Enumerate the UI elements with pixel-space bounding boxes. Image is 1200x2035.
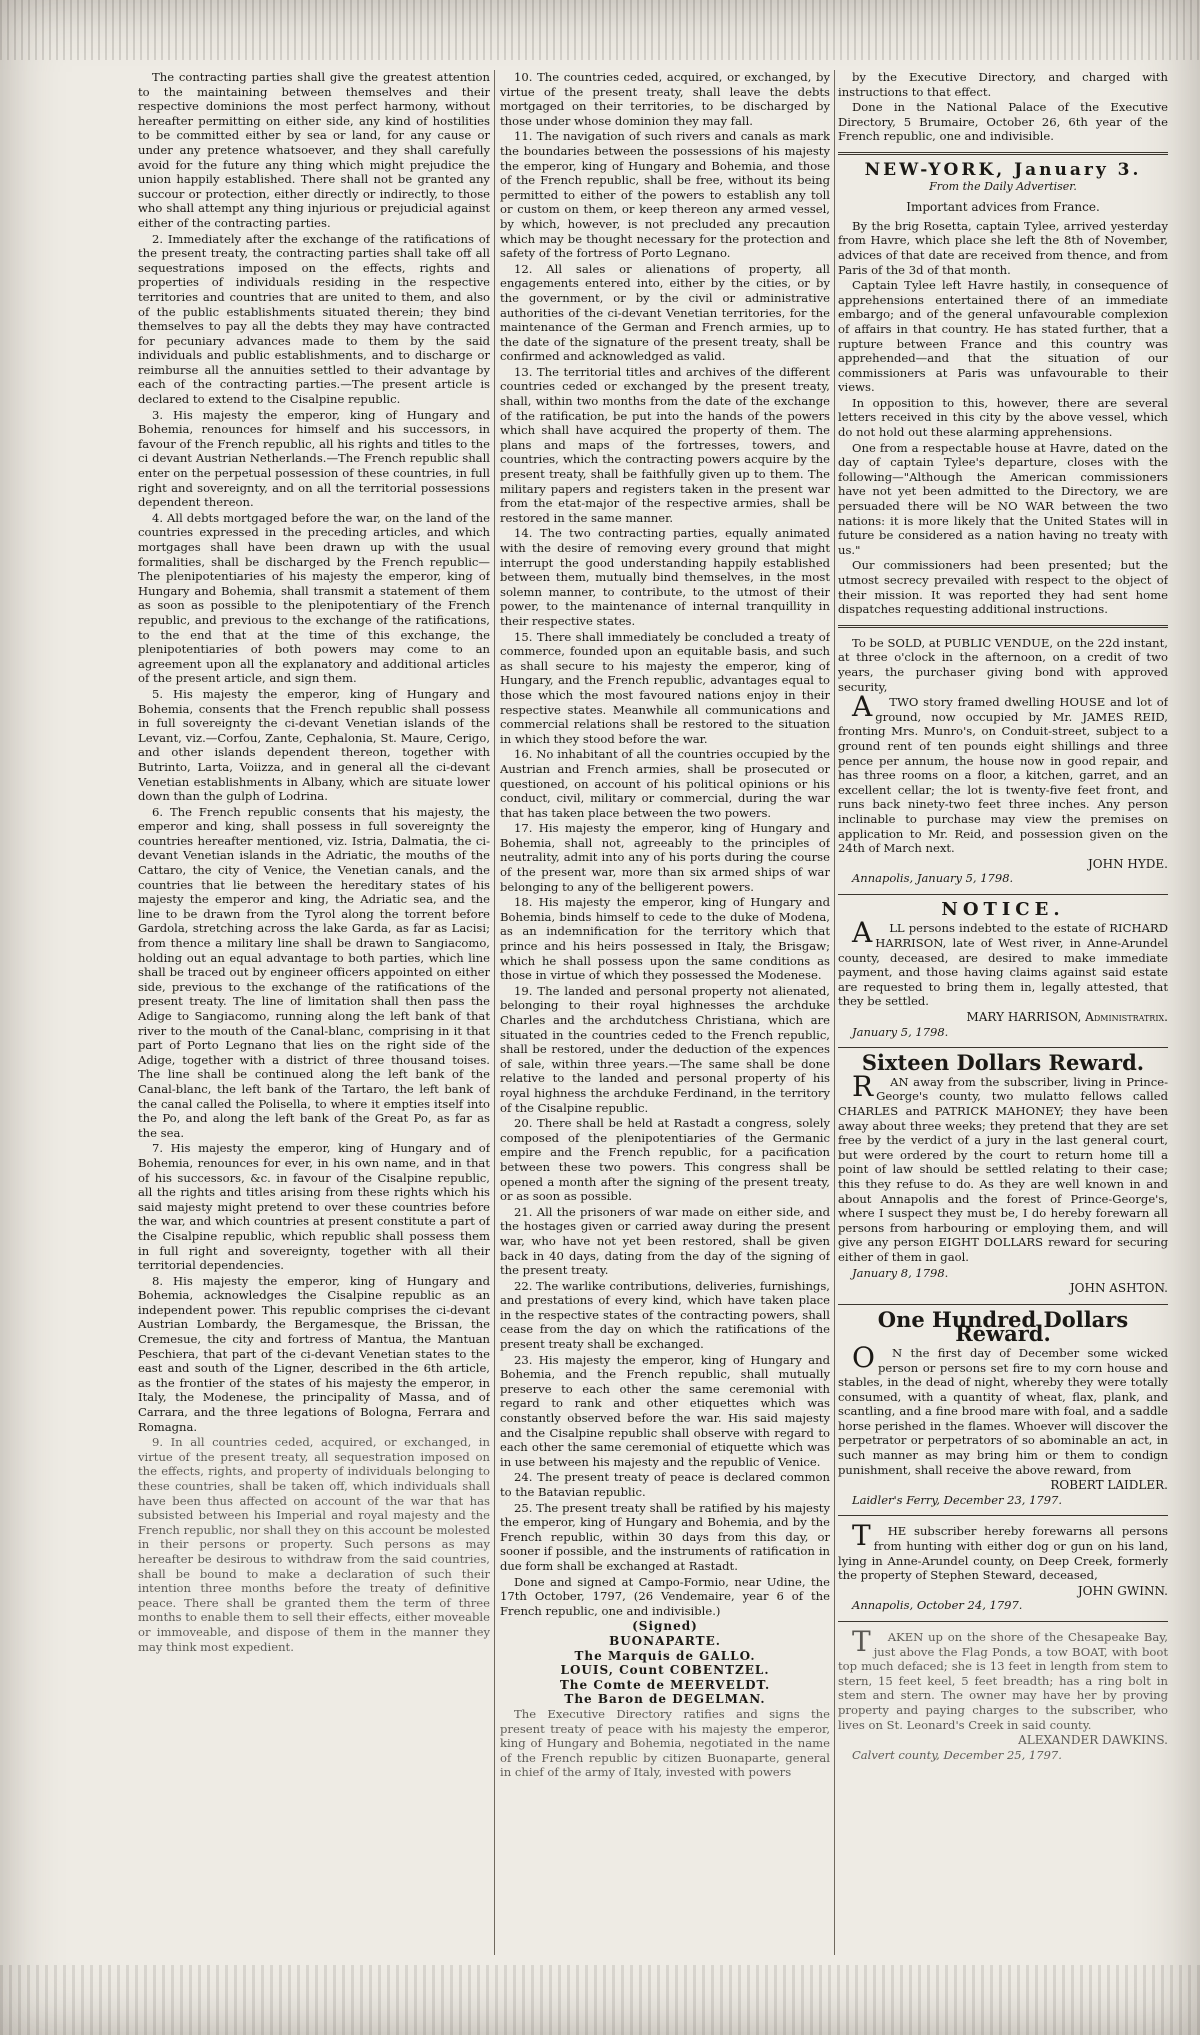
article-paragraph: 11. The navigation of such rivers and canals as mark the boundaries between the possessions of his majesty the emperor, king of Hungary and Bohemia, and those of the French republic, shall be free, without its being permitted to either of the powers to establish any toll or custom on them, or keep thereon any armed vessel, by which, however, is not precluded any precaution which may be thought necessary for the protection and safety of the fortress of Porto Legnano. bbox=[500, 129, 830, 261]
news-source: From the Daily Advertiser. bbox=[929, 179, 1077, 193]
ad-taken-up bbox=[838, 1625, 1168, 1762]
section-divider bbox=[838, 894, 1168, 895]
column-2 bbox=[500, 70, 830, 1955]
news-paragraph: Our commissioners had been presented; but the utmost secrecy prevailed with respect to the object of their mission. It was reported they had sent home dispatches requesting additional instructions. bbox=[838, 558, 1168, 617]
article-paragraph: 6. The French republic consents that his majesty, the emperor and king, shall possess in full sovereignty the countries hereafter mentioned, viz. Istria, Dalmatia, the ci-devant Venetian islands in the Adriatic, the mouths of the Cattaro, the city of Venice, the Venetian canals, and the countries that lie between the hereditary states of his majesty the emperor and king, the Adriatic sea, and the line to be drawn from the Tyrol along the torrent before Gardola, stretching across the lake Garda, as far as Lacisi; from thence a military line shall be drawn to Sangiacomo, holding out an equal advantage to both parties, which line shall be traced out by engineer officers appointed on either side, previous to the exchange of the ratifications of the present treaty. The line of limitation shall then pass the Adige to Sangiacomo, running along the left bank of that river to the mouth of the Canal-blanc, comprising in it that part of Porto Legnano that lies on the right side of the Adige, together with a district of three thousand toises. The line shall be continued along the left bank of the Canal-blanc, the left bank of the Tartaro, the left bank of the canal called the Polisella, to where it empties itself into the Po, and along the left bank of the Great Po, as far as the sea. bbox=[138, 804, 490, 1140]
ad-sixteen-dollars bbox=[838, 1050, 1168, 1296]
ad-signer: ROBERT LAIDLER. bbox=[1050, 1478, 1168, 1493]
article-paragraph: 8. His majesty the emperor, king of Hungary and Bohemia, acknowledges the Cisalpine republic as an independent power. This republic comprises the ci-devant Austrian Lombardy, the Bergamesque, the Brissan, the Cremesue, the city and fortress of Mantua, the Mantuan Peschiera, that part of the ci-devant Venetian states to the east and south of the Ligner, described in the 6th article, as the frontier of the states of his majesty the emperor, in Italy, the Modenese, the principality of Massa, and of Carrara, and the three legations of Bologna, Ferrara and Romagna. bbox=[138, 1273, 490, 1434]
news-paragraph: In opposition to this, however, there are several letters received in this city by the above vessel, which do not hold out these alarming apprehensions. bbox=[838, 395, 1168, 440]
ad-date: January 5, 1798. bbox=[852, 1024, 949, 1039]
torn-top-edge bbox=[0, 0, 1200, 60]
article-paragraph: 22. The warlike contributions, deliveries, furnishings, and prestations of every kind, which have taken place in the respective states of the contracting powers, shall cease from the day on which the ratifications of the present treaty shall be exchanged. bbox=[500, 1278, 830, 1352]
article-paragraph: 23. His majesty the emperor, king of Hungary and Bohemia, and the French republic, shall mutually preserve to each other the same ceremonial with regard to rank and other etiquettes which was constantly observed before the war. His said majesty and the Cisalpine republic shall observe with regard to each other the same ceremonial of etiquette which was in use between his majesty and the republic of Venice. bbox=[500, 1352, 830, 1469]
column-rule bbox=[834, 70, 835, 1955]
section-divider bbox=[838, 1047, 1168, 1048]
ad-hundred-dollars bbox=[838, 1306, 1168, 1508]
news-headline: Important advices from France. bbox=[906, 200, 1100, 215]
ad-body: RAN away from the subscriber, living in Prince-George's county, two mulatto fellows called CHARLES and PATRICK MAHONEY; they have been away about three weeks; they pretend that they are set free by the verdict of a jury in the last general court, but were ordered by the court to return home till a point of law should be settled relating to their case; this they refuse to do. As they are well known in and about Annapolis and the forest of Prince-George's, where I suspect they must be, I do hereby forewarn all persons from harbouring or employing them, and will give any person EIGHT DOLLARS reward for securing either of them in gaol. bbox=[838, 1069, 1168, 1264]
article-paragraph: 5. His majesty the emperor, king of Hungary and Bohemia, consents that the French republic shall possess in full sovereignty the ci-devant Venetian islands of the Levant, viz.—Corfou, Zante, Cephalonia, St. Maure, Cerigo, and other islands dependent thereon, together with Butrinto, Larta, Voiizza, and in general all the ci-devant Venetian establishments in Albany, which are situate lower down than the gulph of Lodrina. bbox=[138, 686, 490, 804]
ad-date: Calvert county, December 25, 1797. bbox=[852, 1747, 1062, 1762]
ad-date: Annapolis, January 5, 1798. bbox=[852, 871, 1014, 886]
torn-bottom-edge bbox=[0, 1965, 1200, 2035]
signature-name: The Comte de MEERVELDT. bbox=[559, 1677, 771, 1692]
news-paragraph: One from a respectable house at Havre, dated on the day of captain Tylee's departure, closes with the following—"Although the American commissioners have not yet been admitted to the Directory, we are persuaded there will be NO WAR between the two nations: it is more likely that the United States will in future be considered as a nation having no treaty with us." bbox=[838, 440, 1168, 557]
article-paragraph: 14. The two contracting parties, equally animated with the desire of removing every ground that might interrupt the good understanding happily established between them, mutually bind themselves, in the most solemn manner, to contribute, to the utmost of their power, to the maintenance of internal tranquillity in their respective states. bbox=[500, 526, 830, 628]
article-paragraph: 20. There shall be held at Rastadt a congress, solely composed of the plenipotentiaries of the Germanic empire and the French republic, for a pacification between these two powers. This congress shall be opened a month after the signing of the present treaty, or as soon as possible. bbox=[500, 1116, 830, 1204]
ad-body: THE subscriber hereby forewarns all persons from hunting with either dog or gun on his land, lying in Anne-Arundel county, on Deep Creek, formerly the property of Stephen Steward, deceased, bbox=[838, 1519, 1168, 1583]
reward-heading: One Hundred Dollars Reward. bbox=[877, 1306, 1129, 1347]
article-paragraph: 16. No inhabitant of all the countries occupied by the Austrian and French armies, shall be prosecuted or questioned, on account of his political opinions or his conduct, civil, military or commercial, during the war that has taken place between the two powers. bbox=[500, 747, 830, 820]
ad-signer: JOHN HYDE. bbox=[1087, 856, 1168, 871]
article-paragraph: 7. His majesty the emperor, king of Hungary and of Bohemia, renounces for ever, in his own name, and in that of his successors, &c. in favour of the Cisalpine republic, all the rights and titles arising from these rights which his said majesty might pretend to over these countries before the war, and which countries at present constitute a part of the Cisalpine republic, which republic shall possess them in full right and sovereignty, together with all their territorial dependencies. bbox=[138, 1141, 490, 1273]
ad-vendue bbox=[838, 636, 1168, 886]
ad-signer: MARY HARRISON, Administratrix. bbox=[966, 1010, 1168, 1025]
ad-signer: JOHN ASHTON. bbox=[1069, 1281, 1168, 1296]
article-paragraph: 2. Immediately after the exchange of the ratifications of the present treaty, the contracting parties shall take off all sequestrations imposed on the effects, rights and properties of individuals residing in the respective territories and countries that are united to them, and also of the public establishments situated therein; they bind themselves to pay all the debts they may have contracted for pecuniary advances made to them by the said individuals and public establishments, and to discharge or reimburse all the annuities settled to their advantage by each of the contracting parties.—The present article is declared to extend to the Cisalpine republic. bbox=[138, 231, 490, 407]
section-divider bbox=[838, 1304, 1168, 1305]
ad-forewarn bbox=[838, 1519, 1168, 1613]
ad-date: Laidler's Ferry, December 23, 1797. bbox=[852, 1492, 1063, 1507]
article-paragraph: 15. There shall immediately be concluded a treaty of commerce, founded upon an equitable basis, and such as shall secure to his majesty the emperor, king of Hungary, and the French republic, advantages equal to those which the most favoured nations enjoy in their respective states. Meanwhile all communications and commercial relations shall be restored to the situation in which they stood before the war. bbox=[500, 629, 830, 746]
article-paragraph: 18. His majesty the emperor, king of Hungary and Bohemia, binds himself to cede to the duke of Modena, as an indemnification for the territory which that prince and his heirs possessed in Italy, the Brisgaw; which he shall possess upon the same conditions as those in virtue of which they possessed the Modenese. bbox=[500, 895, 830, 983]
article-paragraph: The contracting parties shall give the greatest attention to the maintaining between themselves and their respective dominions the most perfect harmony, without hereafter permitting on either side, any kind of hostilities to be committed either by sea or land, for any cause or under any pretence whatsoever, and they shall carefully avoid for the future any thing which might prejudice the union happily established. There shall not be granted any succour or protection, either directly or indirectly, to those who shall attempt any thing injurious or prejudicial against either of the contracting parties. bbox=[138, 70, 490, 230]
ad-body: ALL persons indebted to the estate of RICHARD HARRISON, late of West river, in Anne-Arundel county, deceased, are desired to make immediate payment, and those having claims against said estate are requested to bring them in, legally attested, that they be settled. bbox=[838, 916, 1168, 1009]
news-paragraph: Captain Tylee left Havre hastily, in consequence of apprehensions entertained there of an immediate embargo; and of the general unfavourable complexion of affairs in that country. He has stated further, that a rupture between France and this country was apprehended—and that the situation of our commissioners at Paris was unfavourable to their views. bbox=[838, 278, 1168, 395]
article-paragraph: 13. The territorial titles and archives of the different countries ceded or exchanged by the present treaty, shall, within two months from the date of the exchange of the ratification, be put into the hands of the powers which shall have acquired the property of them. The plans and maps of the fortresses, towers, and countries, which the contracting powers acquire by the present treaty, shall be faithfully given up to them. The military papers and registers taken in the present war from the etat-major of the respective armies, shall be restored in the same manner. bbox=[500, 364, 830, 525]
news-paragraph: By the brig Rosetta, captain Tylee, arrived yesterday from Havre, which place she left the 8th of November, advices of that date are received from thence, and from Paris of the 3d of that month. bbox=[838, 218, 1168, 277]
article-paragraph: by the Executive Directory, and charged with instructions to that effect. bbox=[838, 70, 1168, 99]
notice-heading: NOTICE. bbox=[941, 898, 1065, 920]
section-divider bbox=[838, 1621, 1168, 1622]
column-rule bbox=[494, 70, 495, 1955]
signature-name: BUONAPARTE. bbox=[609, 1633, 721, 1648]
ad-body: ON the first day of December some wicked person or persons set fire to my corn house and stables, in the dead of night, whereby they were totally consumed, with a quantity of wheat, flax, plank, and scantling, and a fine brood mare with foal, and a saddle horse perished in the flames. Whoever will discover the perpetrator or perpetrators of so abominable an act, in such manner as may bring him or them to condign punishment, shall receive the above reward, from bbox=[838, 1340, 1168, 1477]
article-paragraph: 24. The present treaty of peace is declared common to the Batavian republic. bbox=[500, 1470, 830, 1499]
article-paragraph: Done and signed at Campo-Formio, near Udine, the 17th October, 1797, (26 Vendemaire, year 6 of the French republic, one and indivisible.) bbox=[500, 1574, 830, 1618]
ad-intro: To be SOLD, at PUBLIC VENDUE, on the 22d instant, at three o'clock in the afternoon, on a credit of two years, the purchaser giving bond with approved security, bbox=[838, 635, 1168, 694]
ad-date: January 8, 1798. bbox=[852, 1265, 949, 1280]
article-paragraph: 3. His majesty the emperor, king of Hungary and Bohemia, renounces for himself and his successors, in favour of the French republic, all his rights and titles to the ci devant Austrian Netherlands.—The French republic shall enter on the perpetual possession of these countries, in full right and sovereignty, and on all the territorial possessions dependent thereon. bbox=[138, 407, 490, 510]
signature-name: The Baron de DEGELMAN. bbox=[564, 1692, 766, 1707]
ad-date: Annapolis, October 24, 1797. bbox=[852, 1598, 1023, 1613]
article-paragraph: 21. All the prisoners of war made on either side, and the hostages given or carried away during the present war, who have not yet been restored, shall be given back in 40 days, dating from the day of the signing of the present treaty. bbox=[500, 1204, 830, 1278]
ad-signer: JOHN GWINN. bbox=[1077, 1583, 1168, 1598]
section-divider bbox=[838, 1515, 1168, 1516]
article-paragraph: 12. All sales or alienations of property, all engagements entered into, either by the cities, or by the government, or by the civil or administrative authorities of the ci-devant Venetian territories, for the maintenance of the German and French armies, up to the date of the signature of the present treaty, shall be confirmed and acknowledged as valid. bbox=[500, 261, 830, 364]
signature-name: LOUIS, Count COBENTZEL. bbox=[560, 1663, 770, 1678]
section-divider bbox=[838, 625, 1168, 628]
reward-heading: Sixteen Dollars Reward. bbox=[861, 1050, 1145, 1076]
column-3 bbox=[838, 70, 1168, 1955]
article-paragraph: 10. The countries ceded, acquired, or exchanged, by virtue of the present treaty, shall leave the debts mortgaged on their territories, to be discharged by those under whose dominion they may fall. bbox=[500, 70, 830, 128]
treaty-signatures bbox=[500, 1619, 830, 1707]
section-divider bbox=[838, 152, 1168, 155]
ratification-paragraph: The Executive Directory ratifies and signs the present treaty of peace with his majesty the emperor, king of Hungary and Bohemia, negotiated in the name of the French republic by citizen Buonaparte, general in chief of the army of Italy, invested with powers bbox=[500, 1706, 830, 1780]
ad-signer: ALEXANDER DAWKINS. bbox=[1018, 1733, 1168, 1748]
signed-label: (Signed) bbox=[632, 1619, 698, 1634]
article-paragraph: 19. The landed and personal property not alienated, belonging to their royal highnesses the archduke Charles and the archdutchess Christiana, which are situated in the countries ceded to the French republic, shall be restored, under the deduction of the expences of sale, within three years.—The same shall be done relative to the landed and personal property of his royal highness the archduke Ferdinand, in the territory of the Cisalpine republic. bbox=[500, 983, 830, 1115]
done-line: Done in the National Palace of the Executive Directory, 5 Brumaire, October 26, 6th year of the French republic, one and indivisible. bbox=[838, 100, 1168, 144]
article-paragraph: 25. The present treaty shall be ratified by his majesty the emperor, king of Hungary and Bohemia, and by the French republic, within 30 days from this day, or sooner if possible, and the instruments of ratification in due form shall be exchanged at Rastadt. bbox=[500, 1500, 830, 1573]
column-1 bbox=[138, 70, 490, 1955]
article-paragraph: 4. All debts mortgaged before the war, on the land of the countries expressed in the preceding articles, and which mortgages shall have been drawn up with the usual formalities, shall be discharged by the French republic—The plenipotentiaries of his majesty the emperor, king of Hungary and Bohemia, shall transmit a statement of them as soon as possible to the plenipotentiary of the French republic, and previous to the exchange of the ratifications, to the end that at the time of this exchange, the plenipotentiaries of both powers may come to an agreement upon all the explanatory and additional articles of the present article, and sign them. bbox=[138, 510, 490, 686]
article-paragraph: 9. In all countries ceded, acquired, or exchanged, in virtue of the present treaty, all sequestration imposed on the effects, rights, and property of individuals belonging to these countries, shall be taken off, which individuals shall have been thus affected on account of the war that has subsisted between his Imperial and royal majesty and the French republic, nor shall they on this account be molested in their persons or property. Such persons as may hereafter be desirous to withdraw from the said countries, shall be bound to make a declaration of such their intention three months before the treaty of definitive peace. There shall be granted them the term of three months to enable them to sell their effects, either moveable or immoveable, and dispose of them in the manner they may think most expedient. bbox=[138, 1435, 490, 1654]
signature-name: The Marquis de GALLO. bbox=[574, 1648, 756, 1663]
ad-body: ATWO story framed dwelling HOUSE and lot of ground, now occupied by Mr. JAMES REID, fronting Mrs. Munro's, on Conduit-street, subject to a ground rent of ten pounds eight shillings and three pence per annum, the house now in good repair, and has three rooms on a floor, a kitchen, garret, and an excellent cellar; the lot is twenty-five feet front, and runs back ninety-two feet three inches. Any person inclinable to purchase may view the premises on application to Mr. Reid, and possession given on the 24th of March next. bbox=[838, 690, 1168, 856]
dateline: NEW-YORK, January 3. bbox=[864, 159, 1142, 180]
ad-notice bbox=[838, 898, 1168, 1039]
ad-body: TAKEN up on the shore of the Chesapeake Bay, just above the Flag Ponds, a tow BOAT, with boot top much defaced; she is 13 feet in length from stem to stern, 15 feet keel, 5 feet breadth; has a ring bolt in stem and stern. The owner may have her by proving property and paying charges to the subscriber, who lives on St. Leonard's Creek in said county. bbox=[838, 1625, 1168, 1732]
article-paragraph: 17. His majesty the emperor, king of Hungary and Bohemia, shall not, agreeably to the principles of neutrality, admit into any of his ports during the course of the present war, more than six armed ships of war belonging to any of the belligerent powers. bbox=[500, 821, 830, 894]
